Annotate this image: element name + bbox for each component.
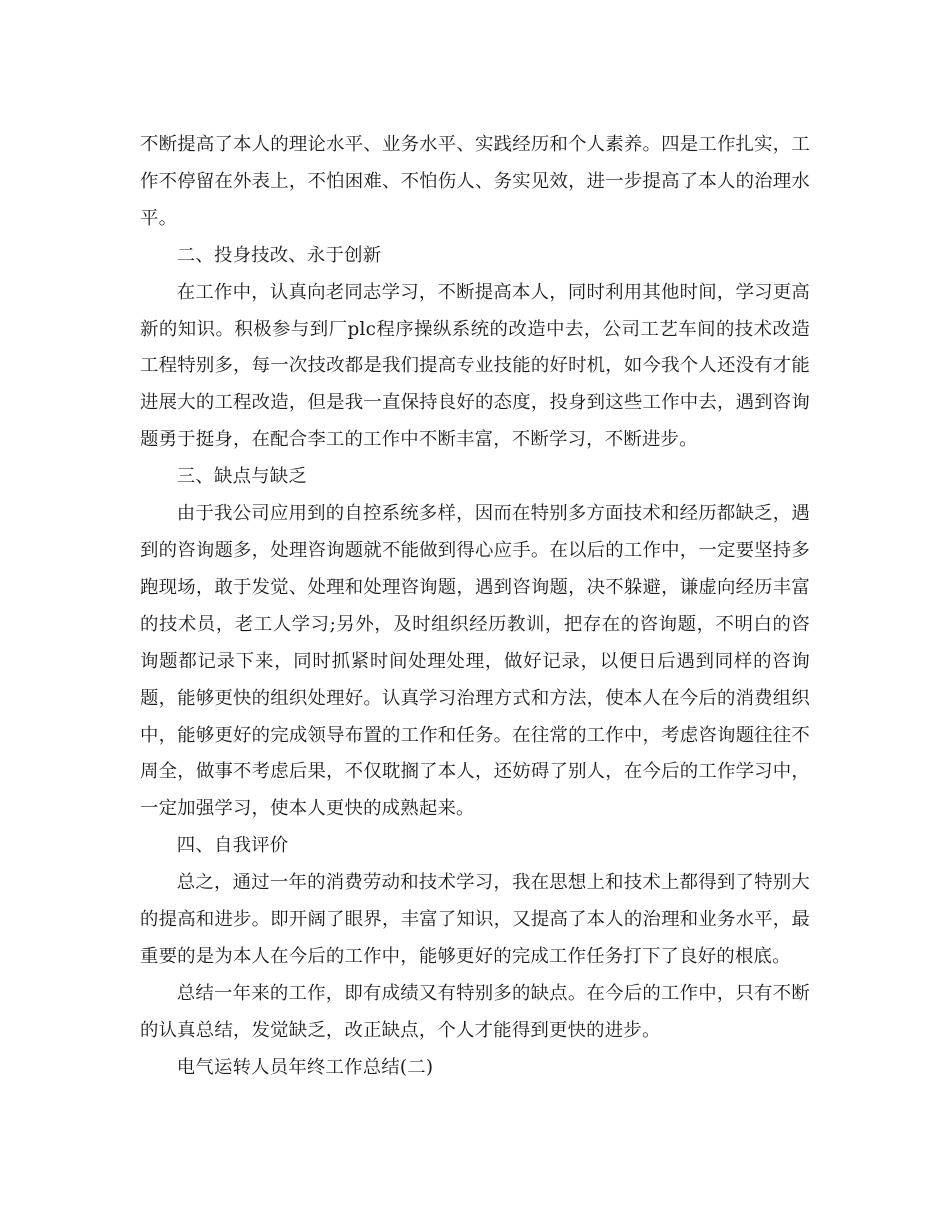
section-heading-innovation: 二、投身技改、永于创新 [176,244,382,266]
next-document-title: 电气运转人员年终工作总结(二) [176,1056,434,1078]
paragraph-summary: 总结一年来的工作，即有成绩又有特别多的缺点。在今后的工作中，只有不断的认真总结，发觉缺乏，改正缺点，个人才能得到更快的进步。 [140,982,810,1041]
paragraph-shortcomings: 由于我公司应用到的自控系统多样，因而在特别多方面技术和经历都缺乏，遇到的咨询题多，处理咨询题就不能做到得心应手。在以后的工作中，一定要坚持多跑现场，敢于发觉、处理和处理咨询题，遇到咨询题，决不躲避，谦虚向经历丰富的技术员，老工人学习;另外，及时组织经历教训，把存在的咨询题，不明白的咨询题都记录下来，同时抓紧时间处理处理，做好记录，以便日后遇到同样的咨询题，能够更快的组织处理好。认真学习治理方式和方法，使本人在今后的消费组织中，能够更好的完成领导布置的工作和任务。在往常的工作中，考虑咨询题往往不周全，做事不考虑后果，不仅耽搁了本人，还妨碍了别人，在今后的工作学习中，一定加强学习，使本人更快的成熟起来。 [140,503,810,820]
paragraph-continuation: 不断提高了本人的理论水平、业务水平、实践经历和个人素养。四是工作扎实，工作不停留在外表上，不怕困难、不怕伤人、务实见效，进一步提高了本人的治理水平。 [140,134,810,229]
paragraph-self-evaluation: 总之，通过一年的消费劳动和技术学习，我在思想上和技术上都得到了特别大的提高和进步。即开阔了眼界，丰富了知识，又提高了本人的治理和业务水平，最重要的是为本人在今后的工作中，能够更好的完成工作任务打下了良好的根底。 [140,872,810,967]
paragraph-innovation: 在工作中，认真向老同志学习，不断提高本人，同时利用其他时间，学习更高新的知识。积极参与到厂plc程序操纵系统的改造中去，公司工艺车间的技术改造工程特别多，每一次技改都是我们提高专业技能的好时机，如今我个人还没有才能进展大的工程改造，但是我一直保持良好的态度，投身到这些工作中去，遇到咨询题勇于挺身，在配合李工的工作中不断丰富，不断学习，不断进步。 [140,281,810,451]
section-heading-shortcomings: 三、缺点与缺乏 [176,466,307,488]
document-body [140,127,810,1087]
section-heading-self-evaluation: 四、自我评价 [176,835,289,857]
